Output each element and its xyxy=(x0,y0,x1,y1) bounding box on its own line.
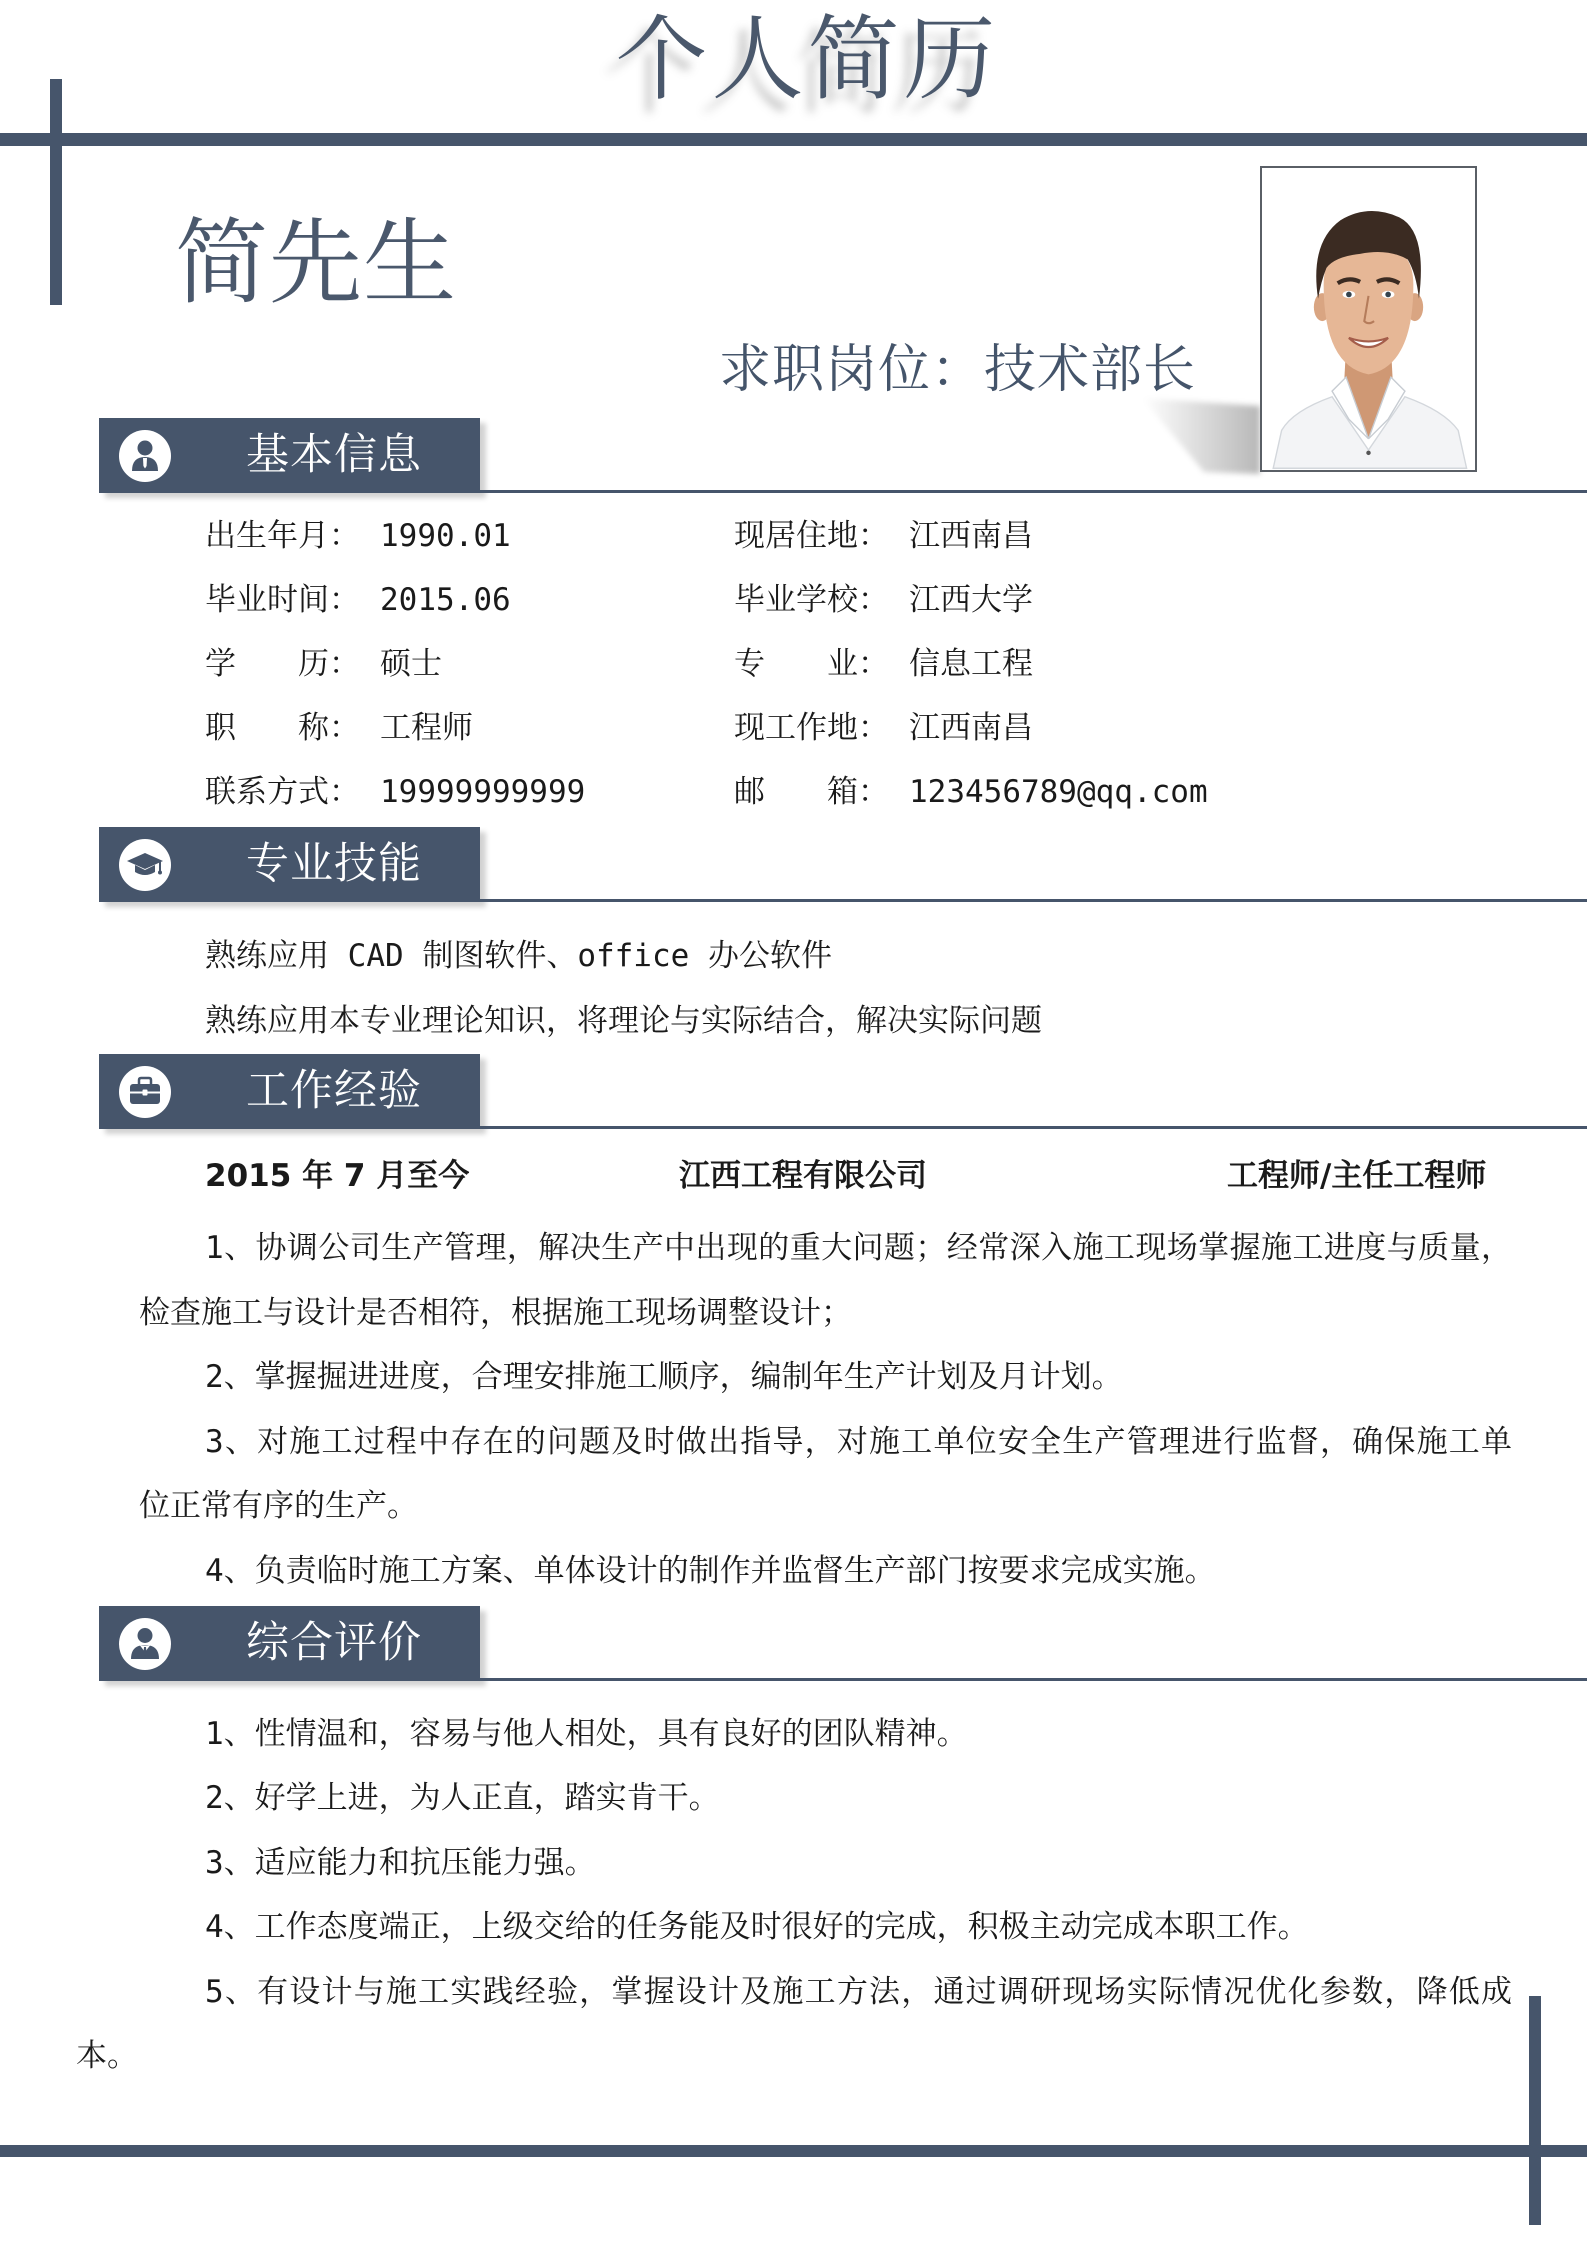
section-title-work-experience: 工作经验 xyxy=(246,1066,422,1116)
evaluation-item xyxy=(76,1895,1512,1959)
section-divider-evaluation xyxy=(480,1678,1587,1681)
graduation-date-label: 毕业时间： xyxy=(205,582,360,618)
job-entry-header xyxy=(0,1144,1587,1208)
email-value: 123456789@qq.com xyxy=(909,774,1208,810)
duty-line: 检查施工与设计是否相符，根据施工现场调整设计； xyxy=(139,1294,852,1331)
user-icon xyxy=(119,430,171,482)
major-label: 专 业： xyxy=(734,646,889,682)
right-vertical-bar xyxy=(1529,1996,1541,2225)
education-label: 学 历： xyxy=(205,646,360,682)
duty-item xyxy=(139,1410,1512,1539)
skills-list xyxy=(205,924,1512,1053)
evaluation-line: 1、性情温和，容易与他人相处，具有良好的团队精神。 xyxy=(205,1716,968,1752)
major-value: 信息工程 xyxy=(909,646,1033,682)
section-divider-basic-info xyxy=(480,490,1587,493)
document-title: 个人简历 xyxy=(615,6,1000,113)
duty-line: 3、对施工过程中存在的问题及时做出指导，对施工单位安全生产管理进行监督，确保施工单 xyxy=(205,1423,1512,1460)
job-position: 工程师/主任工程师 xyxy=(1227,1158,1487,1194)
residence-value: 江西南昌 xyxy=(909,518,1033,554)
professional-title-label: 职 称： xyxy=(205,710,360,746)
evaluation-line: 3、适应能力和抗压能力强。 xyxy=(205,1844,596,1881)
section-title-basic-info: 基本信息 xyxy=(246,430,422,480)
evaluation-item xyxy=(76,1702,1512,1766)
info-row xyxy=(0,760,1587,824)
briefcase-icon xyxy=(119,1066,171,1118)
duty-line: 位正常有序的生产。 xyxy=(139,1488,418,1524)
work-location-label: 现工作地： xyxy=(734,710,889,746)
photo-shadow xyxy=(1138,392,1264,478)
section-title-skills: 专业技能 xyxy=(246,839,422,889)
info-row xyxy=(0,632,1587,696)
skill-item: 熟练应用 CAD 制图软件、office 办公软件 xyxy=(205,938,832,974)
evaluation-line: 5、有设计与施工实践经验，掌握设计及施工方法，通过调研现场实际情况优化参数，降低成 xyxy=(205,1973,1512,2010)
candidate-name: 简先生 xyxy=(175,209,457,317)
evaluation-line: 本。 xyxy=(76,2038,138,2075)
phone-label: 联系方式： xyxy=(205,774,360,810)
graduation-cap-icon xyxy=(119,839,171,891)
duty-line: 1、协调公司生产管理，解决生产中出现的重大问题；经常深入施工现场掌握施工进度与质量， xyxy=(205,1230,1512,1266)
school-value: 江西大学 xyxy=(909,582,1033,618)
professional-title-value: 工程师 xyxy=(380,710,473,746)
duty-line: 2、掌握掘进进度，合理安排施工顺序，编制年生产计划及月计划。 xyxy=(205,1359,1123,1395)
info-row xyxy=(0,504,1587,568)
evaluation-item xyxy=(76,1960,1512,2089)
duty-item xyxy=(139,1216,1512,1345)
birth-date-label: 出生年月： xyxy=(205,518,360,554)
education-value: 硕士 xyxy=(380,646,442,682)
job-duties xyxy=(139,1216,1512,1603)
info-row xyxy=(0,696,1587,760)
top-horizontal-bar xyxy=(0,133,1587,146)
section-header-basic-info xyxy=(99,418,480,493)
phone-value: 19999999999 xyxy=(380,774,586,810)
section-header-skills xyxy=(99,827,480,902)
section-divider-work-experience xyxy=(480,1126,1587,1129)
section-header-evaluation xyxy=(99,1606,480,1681)
business-person-icon xyxy=(119,1618,171,1670)
evaluation-line: 2、好学上进，为人正直，踏实肯干。 xyxy=(205,1780,720,1817)
evaluation-line: 4、工作态度端正，上级交给的任务能及时很好的完成，积极主动完成本职工作。 xyxy=(205,1909,1309,1946)
company-name: 江西工程有限公司 xyxy=(679,1158,927,1194)
evaluation-item xyxy=(76,1831,1512,1895)
profile-photo xyxy=(1260,166,1477,472)
bottom-horizontal-bar xyxy=(0,2145,1587,2157)
evaluation-item xyxy=(76,1766,1512,1830)
section-title-evaluation: 综合评价 xyxy=(246,1618,422,1668)
duty-line: 4、负责临时施工方案、单体设计的制作并监督生产部门按要求完成实施。 xyxy=(205,1552,1216,1589)
residence-label: 现居住地： xyxy=(734,518,889,554)
work-location-value: 江西南昌 xyxy=(909,710,1033,746)
job-period: 2015 年 7 月至今 xyxy=(205,1158,470,1194)
skill-item: 熟练应用本专业理论知识，将理论与实际结合，解决实际问题 xyxy=(205,1002,1042,1039)
school-label: 毕业学校： xyxy=(734,582,889,618)
section-header-work-experience xyxy=(99,1054,480,1129)
graduation-date-value: 2015.06 xyxy=(380,582,511,618)
birth-date-value: 1990.01 xyxy=(380,518,511,554)
portrait-image xyxy=(1262,168,1475,470)
email-label: 邮 箱： xyxy=(734,774,889,810)
info-row xyxy=(0,568,1587,632)
evaluation-list xyxy=(76,1702,1512,2088)
duty-item xyxy=(139,1539,1512,1604)
section-divider-skills xyxy=(480,899,1587,902)
duty-item xyxy=(139,1345,1512,1410)
job-target: 求职岗位：技术部长 xyxy=(719,340,1197,400)
